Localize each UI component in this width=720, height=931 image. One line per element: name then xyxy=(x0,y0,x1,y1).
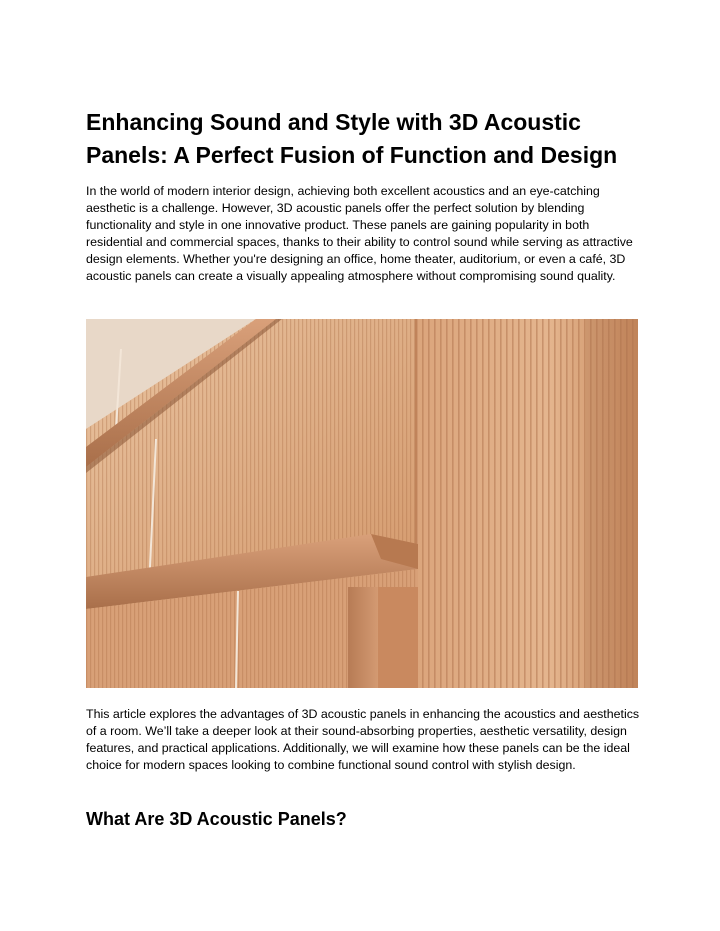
vertical-post xyxy=(348,587,378,688)
intro-paragraph: In the world of modern interior design, achieving both excellent acoustics and an eye-catching aesthetic is a challenge. However, 3D acoustic panels offer the perfect solution by blending functionality and style in one innovative product. These panels are gaining popularity in both residential and commercial spaces, thanks to their ability to control sound while serving as attractive design elements. Whether you're designing an office, home theater, auditorium, or even a café, 3D acoustic panels can create a visually appealing atmosphere without compromising sound quality. xyxy=(86,184,633,283)
panel-illustration xyxy=(86,319,638,688)
vertical-post-side xyxy=(378,587,418,688)
acoustic-panel-photo xyxy=(86,319,638,688)
overview-paragraph: This article explores the advantages of 3D acoustic panels in enhancing the acoustics and aesthetics of a room. We’ll take a deeper look at their sound-absorbing properties, aesthetic versatility, design features, and practical applications. Additionally, we will examine how these panels can be the ideal choice for modern spaces looking to combine functional sound control with stylish design. xyxy=(86,707,640,772)
section-heading: What Are 3D Acoustic Panels? xyxy=(86,809,347,829)
right-shadow xyxy=(586,319,638,688)
article-title: Enhancing Sound and Style with 3D Acoustic Panels: A Perfect Fusion of Function and Design xyxy=(86,109,618,168)
